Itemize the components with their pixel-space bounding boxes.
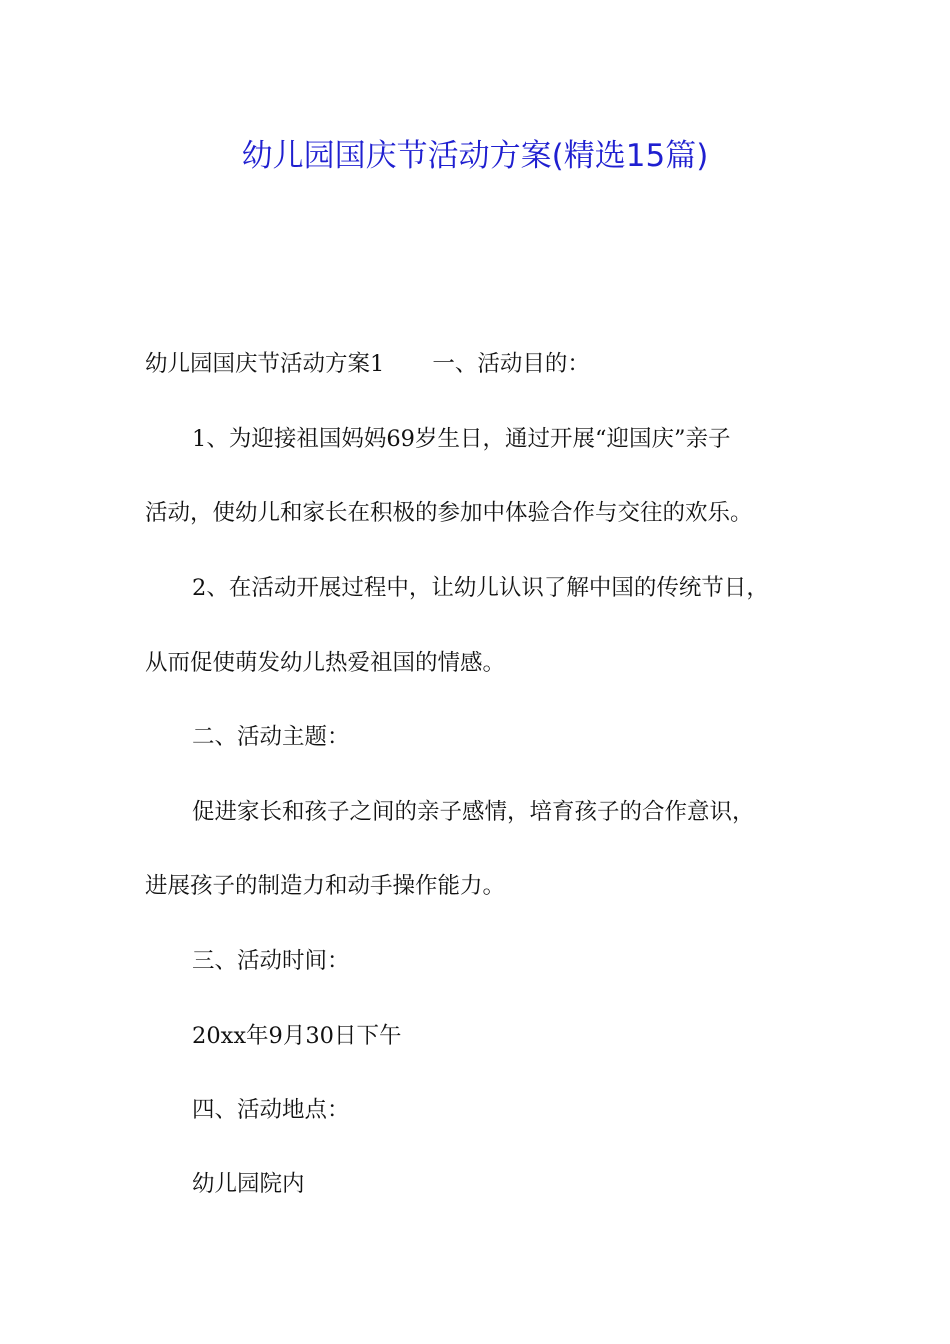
paragraph-line: 活动，使幼儿和家长在积极的参加中体验合作与交往的欢乐。	[145, 500, 753, 526]
paragraph-line: 从而促使萌发幼儿热爱祖国的情感。	[145, 650, 506, 676]
plan-heading-line	[145, 346, 590, 378]
section-heading-location: 四、活动地点：	[192, 1097, 350, 1123]
activity-date: 20xx年9月30日下午	[192, 1023, 402, 1049]
activity-location: 幼儿园院内	[192, 1171, 305, 1197]
plan-heading: 幼儿园国庆节活动方案1	[145, 351, 385, 377]
paragraph-line: 进展孩子的制造力和动手操作能力。	[145, 873, 506, 899]
paragraph-line: 促进家长和孩子之间的亲子感情，培育孩子的合作意识，	[192, 799, 755, 825]
document-title: 幼儿园国庆节活动方案(精选15篇)	[241, 138, 709, 174]
section-heading-time: 三、活动时间：	[192, 948, 350, 974]
section-heading-theme: 二、活动主题：	[192, 724, 350, 750]
paragraph-line: 1、为迎接祖国妈妈69岁生日，通过开展“迎国庆”亲子	[192, 426, 731, 452]
section-heading-purpose: 一、活动目的：	[432, 351, 590, 377]
paragraph-line: 2、在活动开展过程中，让幼儿认识了解中国的传统节日，	[192, 575, 769, 601]
